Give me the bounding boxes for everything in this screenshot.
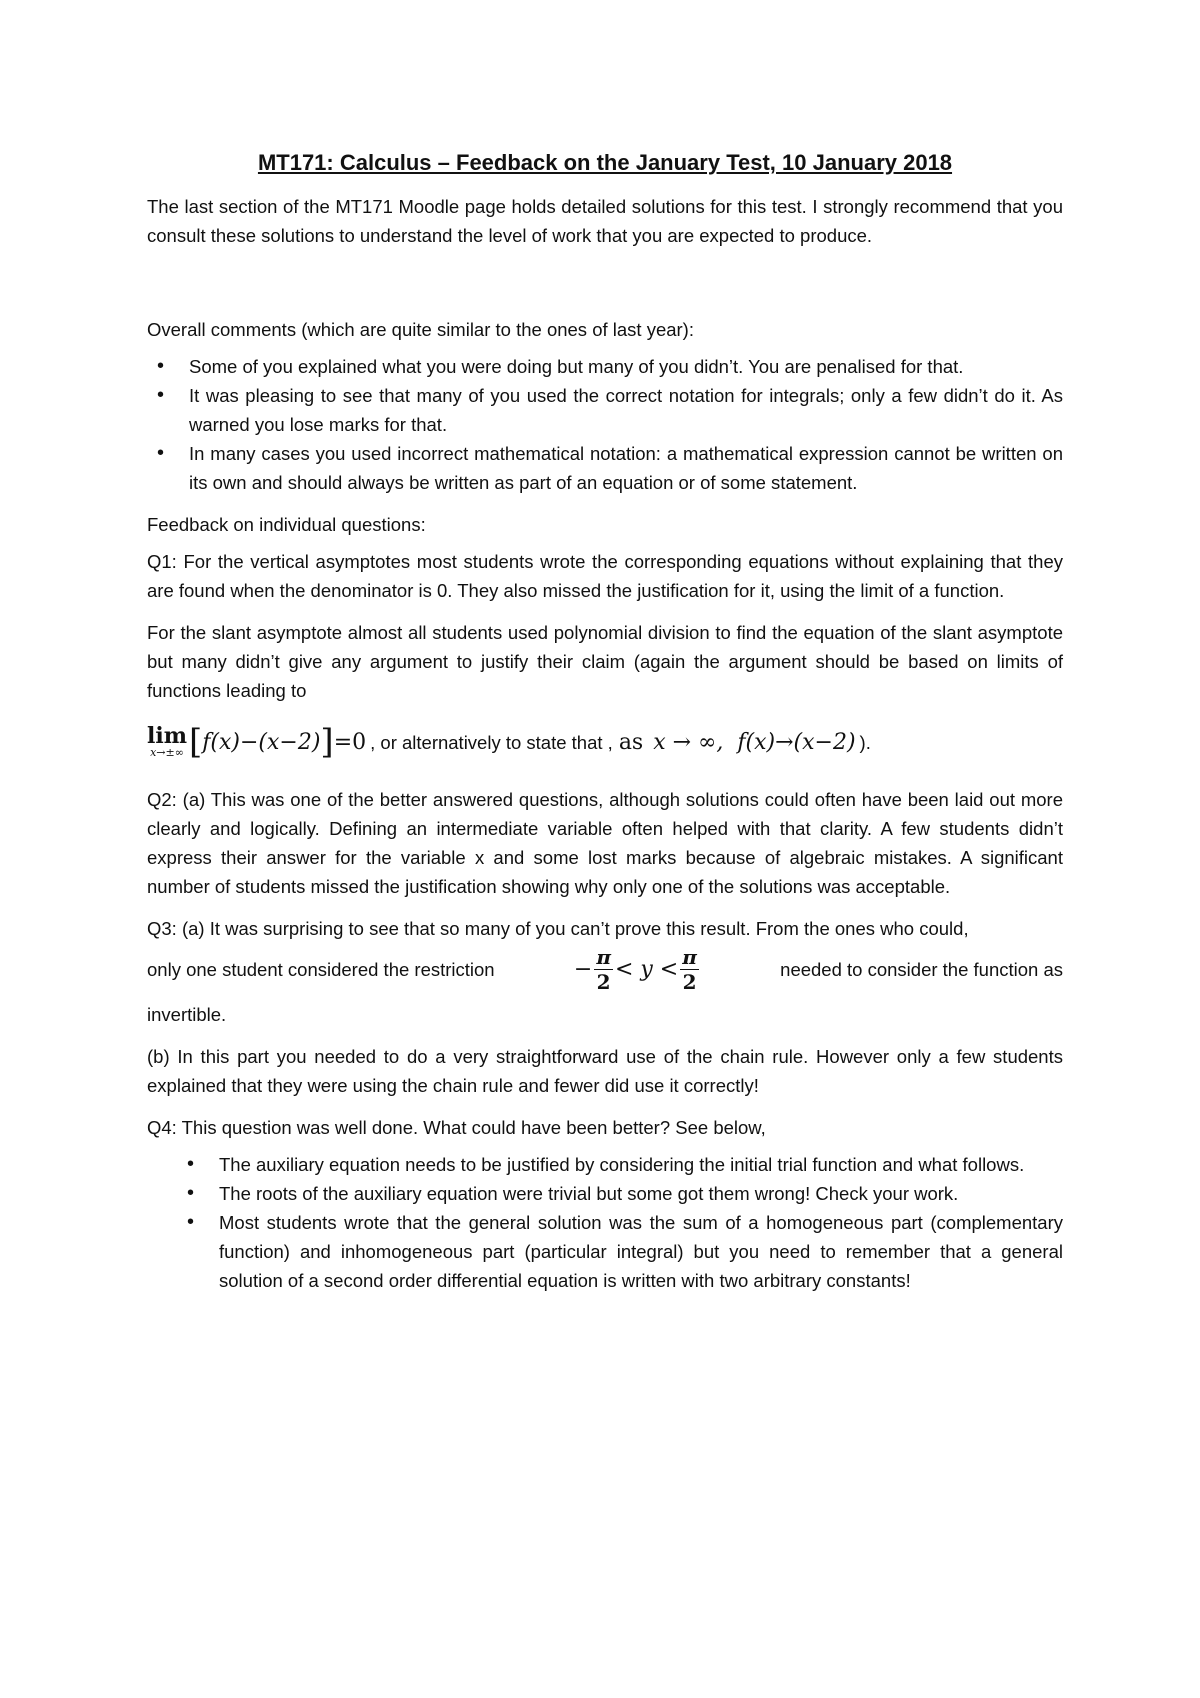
lim-word: lim <box>147 723 187 749</box>
q3-restriction-line <box>147 945 1063 994</box>
q4-label: Q4: <box>147 1117 177 1138</box>
lim-subscript: x→±∞ <box>150 746 184 759</box>
individual-heading: Feedback on individual questions: <box>147 514 426 535</box>
restriction-inequality: < y < <box>614 957 679 982</box>
restriction-minus: − <box>573 957 593 982</box>
q4-list <box>147 1150 1063 1295</box>
q3-part-b-paragraph <box>147 1042 1063 1100</box>
limit-formula <box>147 719 1063 765</box>
list-item: • Most students wrote that the general solution was the sum of a homogeneous part (complementary function) and inhomogeneous part (particular integral) but you need to remember that a general solution of a second order differential equation is written with two arbitrary constants! <box>147 1208 1063 1295</box>
formula-f-approaches: f(x)→(x−2) <box>737 729 856 755</box>
fraction-numerator: π <box>596 945 611 969</box>
intro-paragraph: The last section of the MT171 Moodle page holds detailed solutions for this test. I strongly recommend that you consult these solutions to understand the level of work that you are expected to produce. <box>147 196 1063 246</box>
overall-heading: Overall comments (which are quite similar to the ones of last year): <box>147 319 694 340</box>
q4-text: This question was well done. What could have been better? See below, <box>176 1117 766 1138</box>
list-item: • In many cases you used incorrect mathematical notation: a mathematical expression cannot be written on its own and should always be written as part of an equation or of some statement. <box>147 439 1063 497</box>
restriction-math <box>574 945 701 994</box>
limit-operator <box>147 725 187 759</box>
fraction-denominator: 2 <box>596 970 611 994</box>
page-title: MT171: Calculus – Feedback on the January Test, 10 January 2018 <box>257 150 953 175</box>
document-page <box>147 148 1063 1308</box>
q3-part-b-text: In this part you needed to do a very straightforward use of the chain rule. However only a few students explained that they were using the chain rule and fewer did use it correctly! <box>147 1046 1063 1096</box>
list-item: • The roots of the auxiliary equation were trivial but some got them wrong! Check your work. <box>147 1179 1063 1208</box>
fraction-numerator: π <box>682 945 697 969</box>
overall-comments-list <box>147 352 1063 497</box>
q1-text: For the vertical asymptotes most students wrote the corresponding equations without explaining that they are found when the denominator is 0. They also missed the justification for it, using the limit of a function. <box>147 551 1063 601</box>
q3-restriction-end: invertible. <box>147 1004 227 1025</box>
q1-label: Q1: <box>147 551 177 572</box>
restriction-after: needed to consider the function as <box>780 959 1063 980</box>
pi-over-two-fraction <box>594 945 613 994</box>
list-item: • It was pleasing to see that many of you used the correct notation for integrals; only a few didn’t do it. As warned you lose marks for that. <box>147 381 1063 439</box>
q2-text: (a) This was one of the better answered questions, although solutions could often have been laid out more clearly and logically. Defining an intermediate variable often helped with that clarity. A few students didn’t express their answer for the variable x and some lost marks because of algebraic mistakes. A significant number of students missed the justification showing why only one of the solutions was acceptable. <box>147 789 1063 897</box>
fraction-denominator: 2 <box>682 970 697 994</box>
list-item: • Some of you explained what you were doing but many of you didn’t. You are penalised for that. <box>147 352 1063 381</box>
q3-part-a-text: (a) It was surprising to see that so many of you can’t prove this result. From the ones who could, <box>176 918 969 939</box>
q3-part-a-paragraph <box>147 914 1063 943</box>
bracket-open: [ <box>189 722 203 762</box>
spacer <box>147 263 1063 315</box>
formula-middle-text: , or alternatively to state that , <box>370 731 613 753</box>
bracket-close: ] <box>320 722 334 762</box>
q3-label: Q3: <box>147 918 177 939</box>
formula-limit-condition: x → ∞, <box>653 729 724 755</box>
list-item: • The auxiliary equation needs to be justified by considering the initial trial function and what follows. <box>147 1150 1063 1179</box>
restriction-before: only one student considered the restriction <box>147 959 495 980</box>
limit-equals-zero: =0 <box>333 729 367 755</box>
q1-slant-paragraph: For the slant asymptote almost all students used polynomial division to find the equation of the slant asymptote but many didn’t give any argument to justify their claim (again the argument should be based on limits of functions leading to <box>147 622 1063 701</box>
q2-paragraph <box>147 785 1063 901</box>
formula-end: ). <box>859 731 871 753</box>
formula-as: as <box>618 729 644 755</box>
q3-part-b-label: (b) <box>147 1046 170 1067</box>
pi-over-two-fraction <box>680 945 699 994</box>
q2-label: Q2: <box>147 789 177 810</box>
q1-paragraph <box>147 547 1063 605</box>
limit-expression: f(x)−(x−2) <box>202 729 321 755</box>
q4-paragraph <box>147 1113 1063 1142</box>
